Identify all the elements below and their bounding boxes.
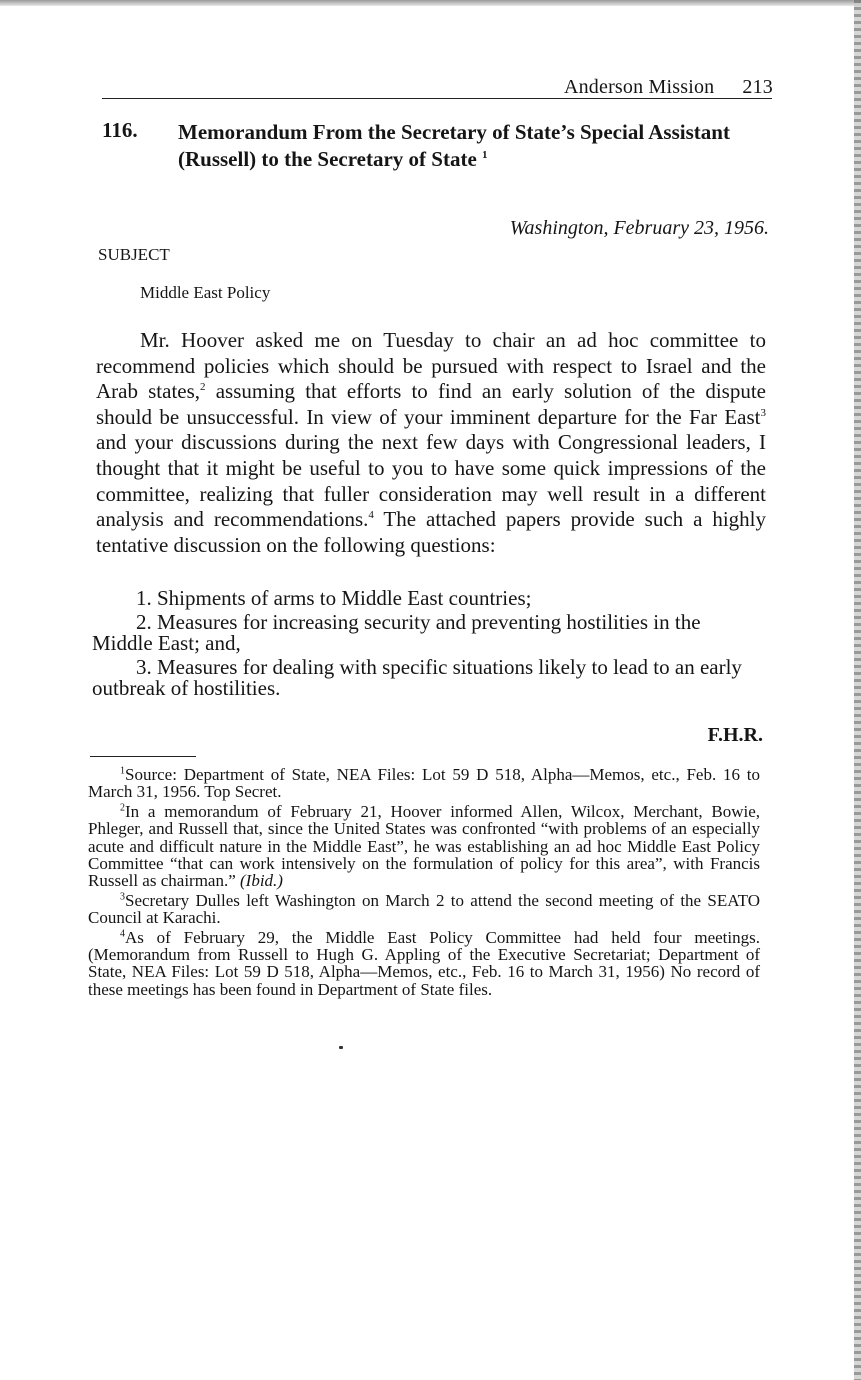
header-rule <box>102 98 772 99</box>
paragraph-part-4: The attached papers provide such a highly tentative discussion on the following questions: <box>96 507 767 557</box>
list-item: 3. Measures for dealing with specific situations likely to lead to an early outbreak of hostilities. <box>92 655 742 700</box>
footnotes <box>88 766 760 1000</box>
footnote-text: Secretary Dulles left Washington on March 2 to attend the second meeting of the SEATO Council at Karachi. <box>88 890 760 928</box>
footnote-mark: 4 <box>120 928 125 939</box>
footnote-text: In a memorandum of February 21, Hoover informed Allen, Wilcox, Merchant, Bowie, Phleger, and Russell that, since the United States was confronted “with problems of an especially acute and difficult nature in the Middle East”, he was establishing an ad hoc Middle East Policy Committee “that can work intensively on the formulation of policy for this area”, with Francis Russell as chairman.” <box>88 801 760 891</box>
footnote-mark: 2 <box>120 802 125 814</box>
footnote-3 <box>88 892 760 927</box>
footnote-ibid: (Ibid.) <box>240 871 283 891</box>
footnote-2 <box>88 803 760 890</box>
dateline: Washington, February 23, 1956. <box>509 217 769 239</box>
paragraph-part-2: assuming that efforts to find an early solution of the dispute should be unsuccessful. In view of your imminent departure for the Far East <box>96 379 766 429</box>
scan-speck <box>339 1046 343 1049</box>
footnote-text: Source: Department of State, NEA Files: Lot 59 D 518, Alpha—Memos, etc., Feb. 16 to March 31, 1956. Top Secret. <box>88 765 760 802</box>
paragraph-part-3: and your discussions during the next few days with Congressional leaders, I thought that it might be useful to you to have some quick impressions of the committee, realizing that fuller consideration may well result in a different analysis and recommendations. <box>96 430 766 532</box>
footnote-mark: 3 <box>120 891 125 903</box>
document-title <box>178 119 738 173</box>
footnote-text: As of February 29, the Middle East Policy Committee had held four meetings. (Memorandum from Russell to Hugh G. Appling of the Executive Secretariat; Department of State, NEA Files: Lot 59 D 518, Alpha—Memos, etc., Feb. 16 to March 31, 1956) No record of these meetings has been found in Department of State files. <box>88 927 760 999</box>
subject-text: Middle East Policy <box>140 283 271 302</box>
paragraph-part-1: Mr. Hoover asked me on Tuesday to chair an ad hoc committee to recommend policies which should be pursued with respect to Israel and the Arab states, <box>96 328 766 404</box>
document-number: 116. <box>102 118 138 142</box>
document-title-text: Memorandum From the Secretary of State’s Special Assistant (Russell) to the Secretary of State <box>178 120 730 171</box>
footnote-mark: 1 <box>120 765 125 777</box>
footnote-ref-4: 4 <box>368 509 374 522</box>
footnote-1 <box>88 766 760 801</box>
list-item: 2. Measures for increasing security and preventing hostilities in the Middle East; and, <box>92 610 701 655</box>
footnote-ref-1: 1 <box>482 149 488 161</box>
running-head-title: Anderson Mission <box>563 76 715 98</box>
subject-label: SUBJECT <box>98 245 170 264</box>
footnote-4 <box>88 929 760 999</box>
footnote-ref-3: 3 <box>760 406 766 419</box>
footnote-ref-2: 2 <box>200 381 206 394</box>
scan-right-edge <box>854 0 861 1380</box>
questions-list <box>92 588 764 702</box>
page-number: 213 <box>742 76 773 98</box>
scan-top-edge <box>0 0 861 6</box>
footnote-rule <box>90 756 196 757</box>
signature-initials: F.H.R. <box>707 724 763 746</box>
list-item: 1. Shipments of arms to Middle East countries; <box>136 586 532 610</box>
body-paragraph <box>96 328 766 558</box>
running-head <box>564 76 773 99</box>
